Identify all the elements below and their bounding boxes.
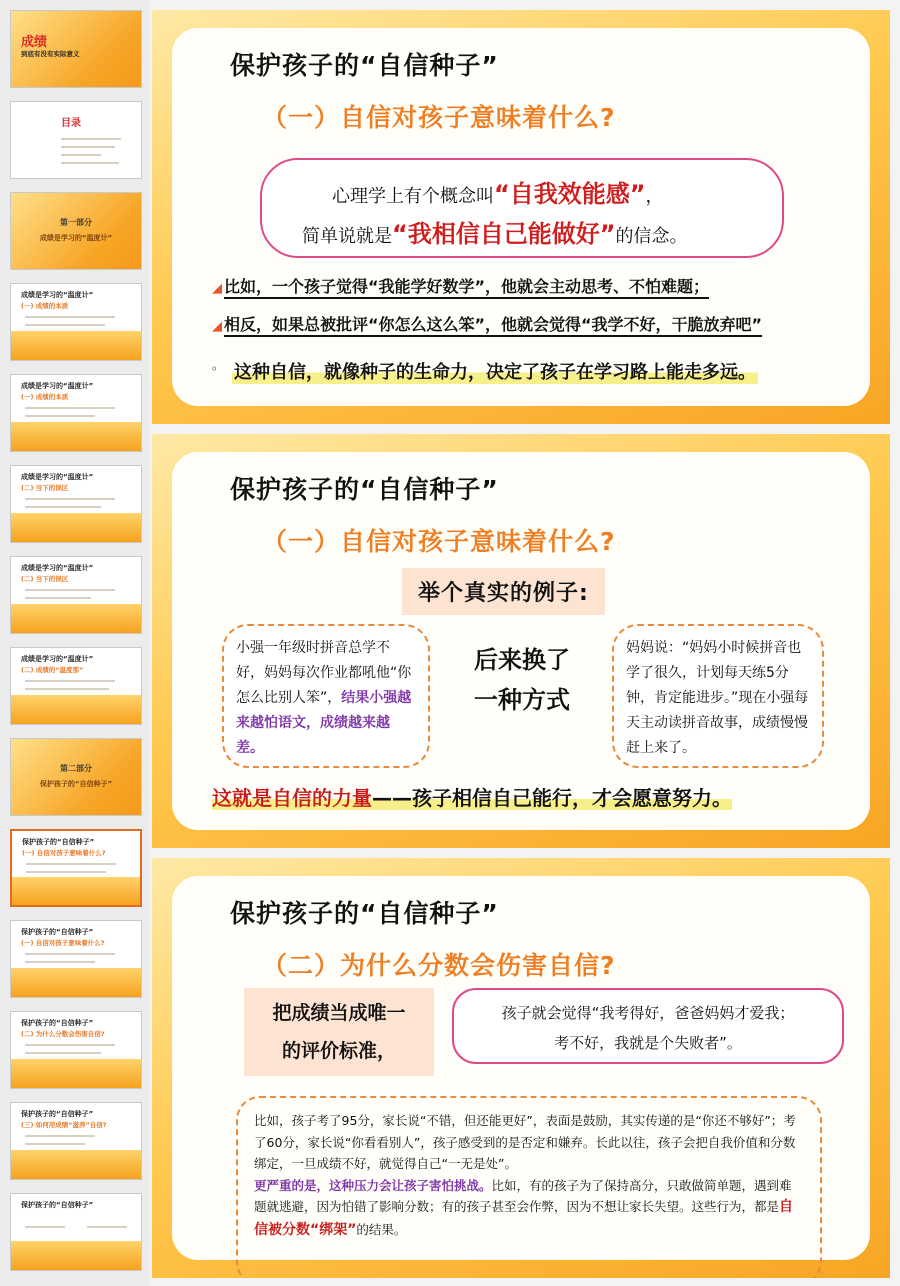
thumbnail-slide-5[interactable]: [10, 374, 142, 452]
thumbnail-title: 成绩: [21, 35, 48, 50]
thumbnail-slide-2[interactable]: [10, 101, 142, 179]
thumbnail-slide-9[interactable]: [10, 738, 142, 816]
bubble-text: 心理学上有个概念叫: [332, 186, 494, 207]
slide-title: 保护孩子的“自信种子”: [230, 51, 499, 80]
bubble-text: ，: [645, 186, 664, 207]
premise-box: 把成绩当成唯一 的评价标准，: [244, 988, 434, 1076]
thumbnail-slide-13[interactable]: [10, 1102, 142, 1180]
thumbnail-title: 第二部分: [60, 764, 92, 773]
thumbnail-title: 第一部分: [60, 218, 92, 227]
thumbnail-title: 保护孩子的“自信种子”: [21, 928, 94, 936]
before-story-box: 小强一年级时拼音总学不好，妈妈每次作业都吼他“你怎么比别人笨”，结果小强越来越怕语文，成绩越来越差。: [222, 624, 430, 768]
thumbnail-title: 保护孩子的“自信种子”: [21, 1110, 94, 1118]
thumbnail-slide-3[interactable]: [10, 192, 142, 270]
thumbnail-title: 成绩是学习的“温度计”: [21, 655, 94, 663]
thumbnail-subtitle: 保护孩子的“自信种子”: [39, 780, 113, 788]
thumbnail-slide-11[interactable]: [10, 920, 142, 998]
bubble-text: 的信念。: [615, 226, 688, 247]
thumbnail-subtitle: (二) 为什么分数会伤害自信?: [21, 1030, 105, 1038]
explanation-box: 比如，孩子考了95分，家长说“不错，但还能更好”，表面是鼓励，其实传递的是“你还不够好”；考了60分，家长说“你看看别人”，孩子感受到的是否定和嫌弃。长此以往，孩子会把自我价值和分数绑定，一旦成绩不好，就觉得自己“一无是处”。 更严重的是，这种压力会让孩子害怕挑战。比如，有的孩子为了保持高分，只敢做简单题，遇到难题就逃避，因为怕错了影响分数；有的孩子甚至会作弊，因为不想让家长失望。这些行为，都是自信被分数“绑架”的结果。: [236, 1096, 822, 1278]
section-heading: （一）自信对孩子意味着什么?: [262, 103, 616, 132]
thumbnail-subtitle: (二) 当下的误区: [21, 575, 69, 583]
thumbnail-slide-8[interactable]: [10, 647, 142, 725]
thumbnail-subtitle: 到底有没有实际意义: [21, 50, 80, 58]
thumbnail-slide-7[interactable]: [10, 556, 142, 634]
thumbnail-subtitle: (一) 自信对孩子意味着什么?: [21, 939, 105, 947]
slide-score-harm: [152, 858, 890, 1278]
child-thought-bubble: 孩子就会觉得“我考得好，爸爸妈妈才爱我； 考不好，我就是个失败者”。: [452, 988, 844, 1064]
thumbnail-subtitle: (一) 成绩的本质: [21, 302, 69, 310]
bubble-text: 简单说就是: [302, 226, 392, 247]
thumbnail-subtitle: (三) 如何用成绩“滋养”自信?: [21, 1121, 107, 1129]
slide-self-efficacy: [152, 10, 890, 424]
slide-card: [172, 28, 870, 406]
slide-card: [172, 876, 870, 1260]
thumbnail-slide-4[interactable]: [10, 283, 142, 361]
example-bullet-1: ◢ 比如，一个孩子觉得“我能学好数学”，他就会主动思考、不怕难题；: [212, 274, 709, 297]
thumbnail-slide-10[interactable]: [10, 829, 142, 907]
thumbnail-slide-14[interactable]: [10, 1193, 142, 1271]
thumbnail-title: 成绩是学习的“温度计”: [21, 473, 94, 481]
highlight-term: “自我效能感”: [494, 180, 646, 208]
example-label: 举个真实的例子:: [402, 568, 605, 615]
slide-thumbnail-panel: [0, 0, 150, 1286]
slide-title: 保护孩子的“自信种子”: [230, 899, 499, 928]
paper-plane-icon: ◢: [212, 281, 222, 296]
thumbnail-slide-1[interactable]: [10, 10, 142, 88]
section-heading: （一）自信对孩子意味着什么?: [262, 527, 616, 556]
punctuation: 。: [212, 358, 225, 372]
slide-card: [172, 452, 870, 830]
thumbnail-slide-6[interactable]: [10, 465, 142, 543]
thumbnail-subtitle: (一) 自信对孩子意味着什么?: [22, 849, 106, 857]
section-heading: （二）为什么分数会伤害自信?: [262, 951, 616, 980]
conclusion-text: 这种自信，就像种子的生命力，决定了孩子在学习路上能走多远。: [232, 358, 758, 384]
conclusion-text: 这就是自信的力量——孩子相信自己能行，才会愿意努力。: [212, 786, 732, 810]
thumbnail-subtitle: (二) 成绩的“温度那”: [21, 666, 84, 674]
after-story-box: 妈妈说：“妈妈小时候拼音也学了很久，计划每天练5分钟，肯定能进步。”现在小强每天主动读拼音故事，成绩慢慢赶上来了。: [612, 624, 824, 768]
thumbnail-slide-12[interactable]: [10, 1011, 142, 1089]
thumbnail-subtitle: 成绩是学习的“温度计”: [39, 234, 113, 242]
definition-bubble: [260, 158, 784, 258]
slide-title: 保护孩子的“自信种子”: [230, 475, 499, 504]
thumbnail-title: 目录: [61, 118, 81, 129]
thumbnail-title: 保护孩子的“自信种子”: [22, 838, 95, 846]
thumbnail-title: 成绩是学习的“温度计”: [21, 564, 94, 572]
slide-example: [152, 434, 890, 848]
transition-text: 后来换了 一种方式: [474, 646, 570, 714]
thumbnail-subtitle: (一) 成绩的本质: [21, 393, 69, 401]
example-bullet-2: ◢ 相反，如果总被批评“你怎么这么笨”，他就会觉得“我学不好，干脆放弃吧”: [212, 312, 762, 335]
thumbnail-title: 成绩是学习的“温度计”: [21, 291, 94, 299]
thumbnail-title: 保护孩子的“自信种子”: [21, 1019, 94, 1027]
thumbnail-title: 成绩是学习的“温度计”: [21, 382, 94, 390]
thumbnail-subtitle: (二) 当下的误区: [21, 484, 69, 492]
highlight-term: “我相信自己能做好”: [392, 220, 616, 248]
thumbnail-title: 保护孩子的“自信种子”: [21, 1201, 94, 1209]
paper-plane-icon: ◢: [212, 319, 222, 334]
